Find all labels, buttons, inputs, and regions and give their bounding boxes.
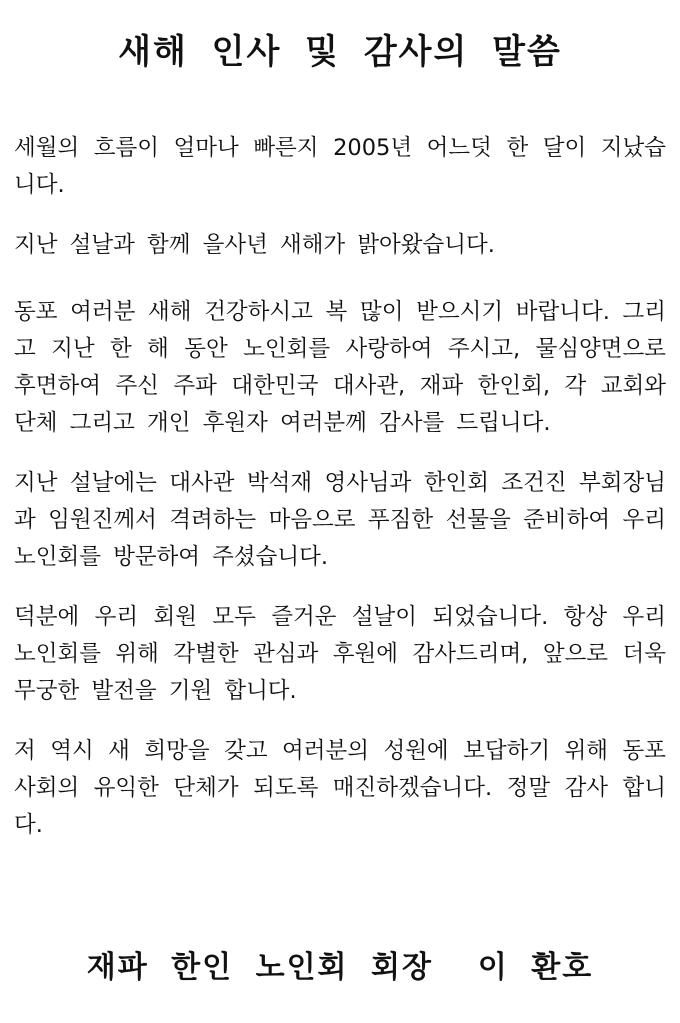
paragraph-visit: 지난 설날에는 대사관 박석재 영사님과 한인회 조건진 부회장님과 임원진께서 격려하는 마음으로 푸짐한 선물을 준비하여 우리 노인회를 방문하여 주셨습니다. [14,470,666,570]
paragraph-opening: 세월의 흐름이 얼마나 빠른지 2005년 어느덧 한 달이 지났습니다. [14,135,666,198]
signature: 재파 한인 노인회 회장 이 환호 [86,950,594,985]
page-title: 새해 인사 및 감사의 말씀 [118,32,562,72]
paragraph-new-year: 지난 설날과 함께 을사년 새해가 밝아왔습니다. [14,232,495,258]
paragraph-thanks: 동포 여러분 새해 건강하시고 복 많이 받으시기 바랍니다. 그리고 지난 한 해 동안 노인회를 사랑하여 주시고, 물심양면으로 후면하여 주신 주파 대한민국 대사관, 재파 한인회, 각 교회와 단체 그리고 개인 후원자 여러분께 감사를 드립니다. [14,299,666,436]
letter-body [14,130,666,867]
paragraph-wishes: 덕분에 우리 회원 모두 즐거운 설날이 되었습니다. 항상 우리 노인회를 위해 각별한 관심과 후원에 감사드리며, 앞으로 더욱 무궁한 발전을 기원 합니다. [14,604,666,704]
paragraph-closing: 저 역시 새 희망을 갖고 여러분의 성원에 보답하기 위해 동포사회의 유익한 단체가 되도록 매진하겠습니다. 정말 감사 합니다. [14,738,666,838]
